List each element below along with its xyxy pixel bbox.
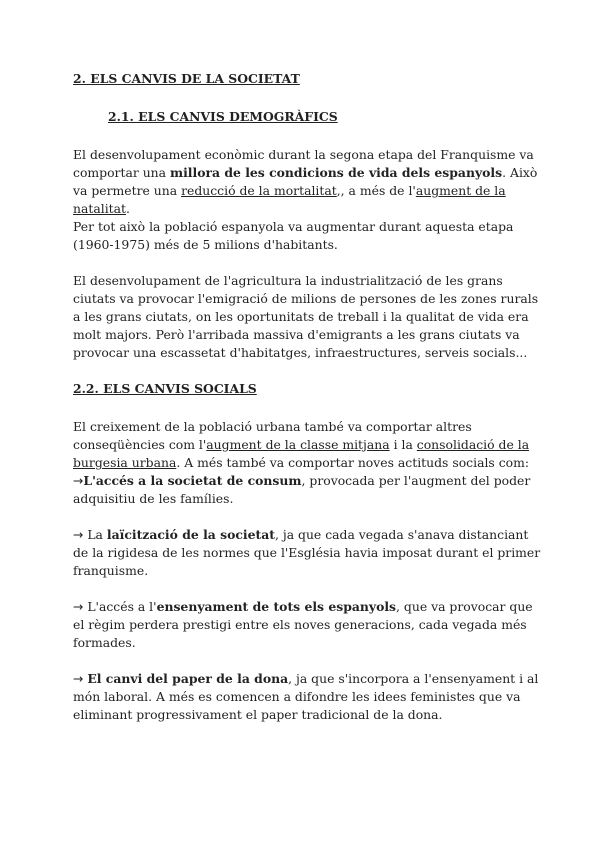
text: El creixement de la població urbana també va comportar altres conseqüències com l' [73,419,472,452]
arrow-icon: → [73,473,84,488]
bold-phrase: L'accés a la societat de consum [83,473,302,488]
subsection-title-demographic: 2.1. ELS CANVIS DEMOGRÀFICS [108,109,338,124]
list-item-womens-role [73,670,543,724]
bold-phrase: millora de les condicions de vida dels espanyols [169,165,503,180]
section-title: 2. ELS CANVIS DE LA SOCIETAT [73,71,300,86]
underlined-phrase: consolidació de la burgesia urbana [73,437,530,470]
paragraph-social-intro [73,418,543,472]
arrow-icon: → [73,671,84,686]
text: . [126,201,130,216]
text: Per tot això la població espanyola va augmentar durant aquesta etapa (1960-1975) més de 5 milions d'habitants. [73,219,514,252]
bold-phrase: laïcització de la societat [106,527,275,542]
document-page [73,70,543,742]
text: , ja que s'incorpora a l'ensenyament i al món laboral. A més es comencen a difondre les idees feministes que va eliminant progressivament el paper tradicional de la dona. [73,671,539,722]
text: El desenvolupament econòmic durant la segona etapa del Franquisme va comportar una [73,147,534,180]
underlined-phrase: augment de la natalitat [73,183,506,216]
text: L'accés a l' [83,599,157,614]
bold-phrase: El canvi del paper de la dona [87,671,289,686]
text: , provocada per l'augment del poder adquisitiu de les famílies. [73,473,531,506]
arrow-icon: → [73,599,84,614]
list-item-secularization [73,526,543,580]
subsection-title-social: 2.2. ELS CANVIS SOCIALS [73,381,257,396]
list-item-education [73,598,543,652]
text: . A més també va comportar noves actituds socials com: [176,455,530,470]
text: ,, a més de l' [336,183,416,198]
list-item-consumer-society [73,472,543,508]
text: . Això va permetre una [73,165,538,198]
paragraph-demographic-2: El desenvolupament de l'agricultura la industrialització de les grans ciutats va provocar l'emigració de milions de persones de les zones rurals a les grans ciutats, on les oportunitats de treball i la qualitat de vida era molt majors. Però l'arribada massiva d'emigrants a les grans ciutats va provocar una escassetat d'habitatges, infraestructures, serveis socials... [73,273,539,360]
paragraph-demographic-1 [73,146,543,254]
text: , que va provocar que el règim perdera prestigi entre els noves generacions, cada vegada més formades. [73,599,533,650]
underlined-phrase: reducció de la mortalitat [181,183,337,198]
arrow-icon: → [73,527,84,542]
text: i la [389,437,417,452]
underlined-phrase: augment de la classe mitjana [206,437,390,452]
bold-phrase: ensenyament de tots els espanyols [156,599,397,614]
text: , ja que cada vegada s'anava distanciant de la rigidesa de les normes que l'Església havia imposat durant el primer franquisme. [73,527,541,578]
text: La [83,527,107,542]
